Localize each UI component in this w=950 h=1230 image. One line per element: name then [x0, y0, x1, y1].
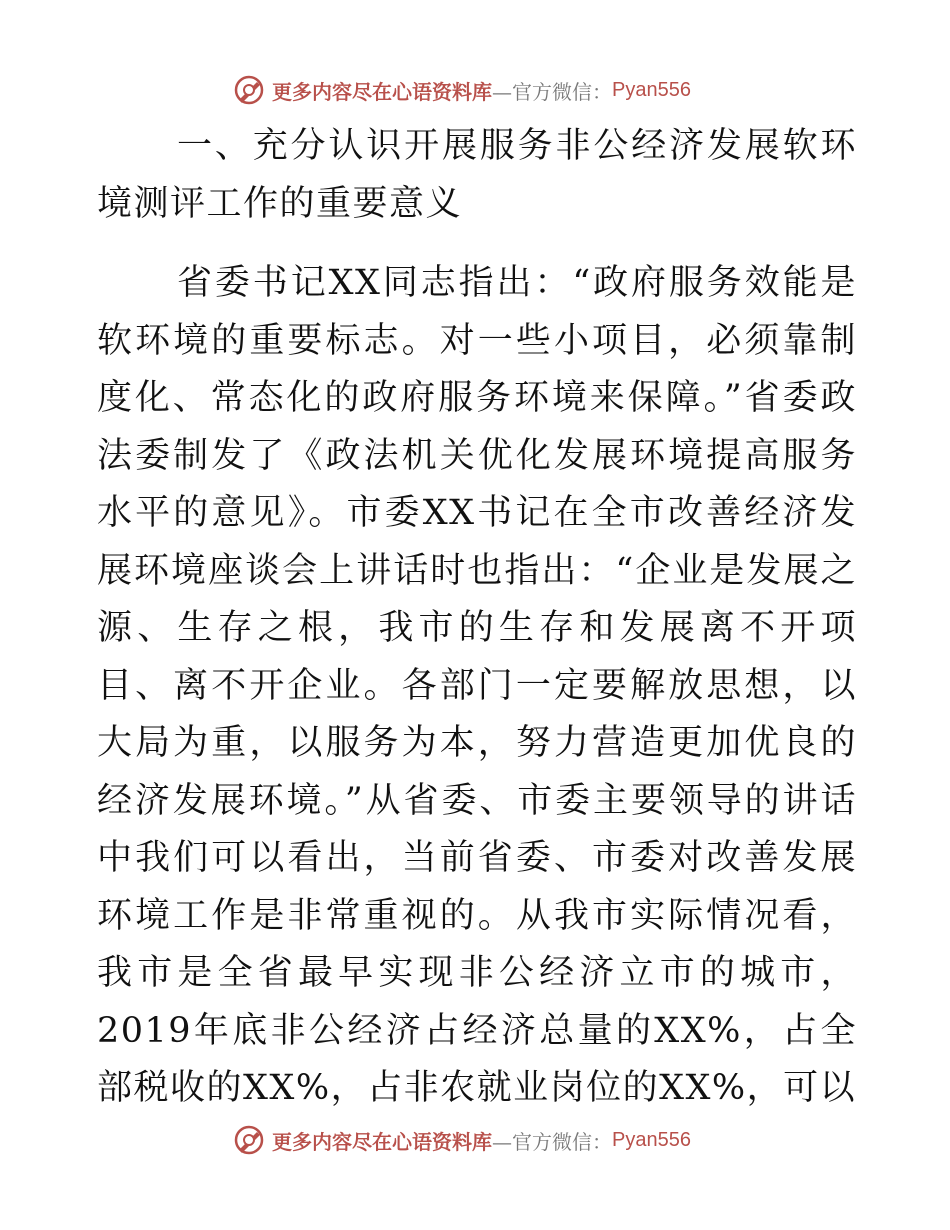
body-paragraph: 省委书记XX同志指出：“政府服务效能是软环境的重要标志。对一些小项目，必须靠制度化、常态化的政府服务环境来保障。”省委政法委制发了《政法机关优化发展环境提高服务水平的意见》。市委XX书记在全市改善经济发展环境座谈会上讲话时也指出：“企业是发展之源、生存之根，我市的生存和发展离不开项目、离不开企业。各部门一定要解放思想，以大局为重，以服务为本，努力营造更加优良的经济发展环境。”从省委、市委主要领导的讲话中我们可以看出，当前省委、市委对改善发展环境工作是非常重视的。从我市实际情况看，我市是全省最早实现非公经济立市的城市，2019年底非公经济占经济总量的XX%，占全部税收的XX%，占非农就业岗位的XX%，可以	[97, 263, 857, 1108]
watermark-wechat-id: Pyan556	[612, 1128, 691, 1151]
watermark-separator: —官方微信：	[492, 1129, 612, 1154]
pen-logo-icon	[232, 1123, 266, 1157]
pen-logo-icon	[232, 73, 266, 107]
footer-watermark	[232, 1120, 752, 1160]
watermark-separator: —官方微信：	[492, 79, 612, 104]
watermark-text: 更多内容尽在心语资料库	[272, 1129, 492, 1154]
header-watermark	[232, 70, 752, 110]
watermark-wechat-id: Pyan556	[612, 78, 691, 101]
document-body	[97, 118, 857, 1118]
section-heading: 一、充分认识开展服务非公经济发展软环境测评工作的重要意义	[97, 126, 857, 224]
watermark-text: 更多内容尽在心语资料库	[272, 79, 492, 104]
